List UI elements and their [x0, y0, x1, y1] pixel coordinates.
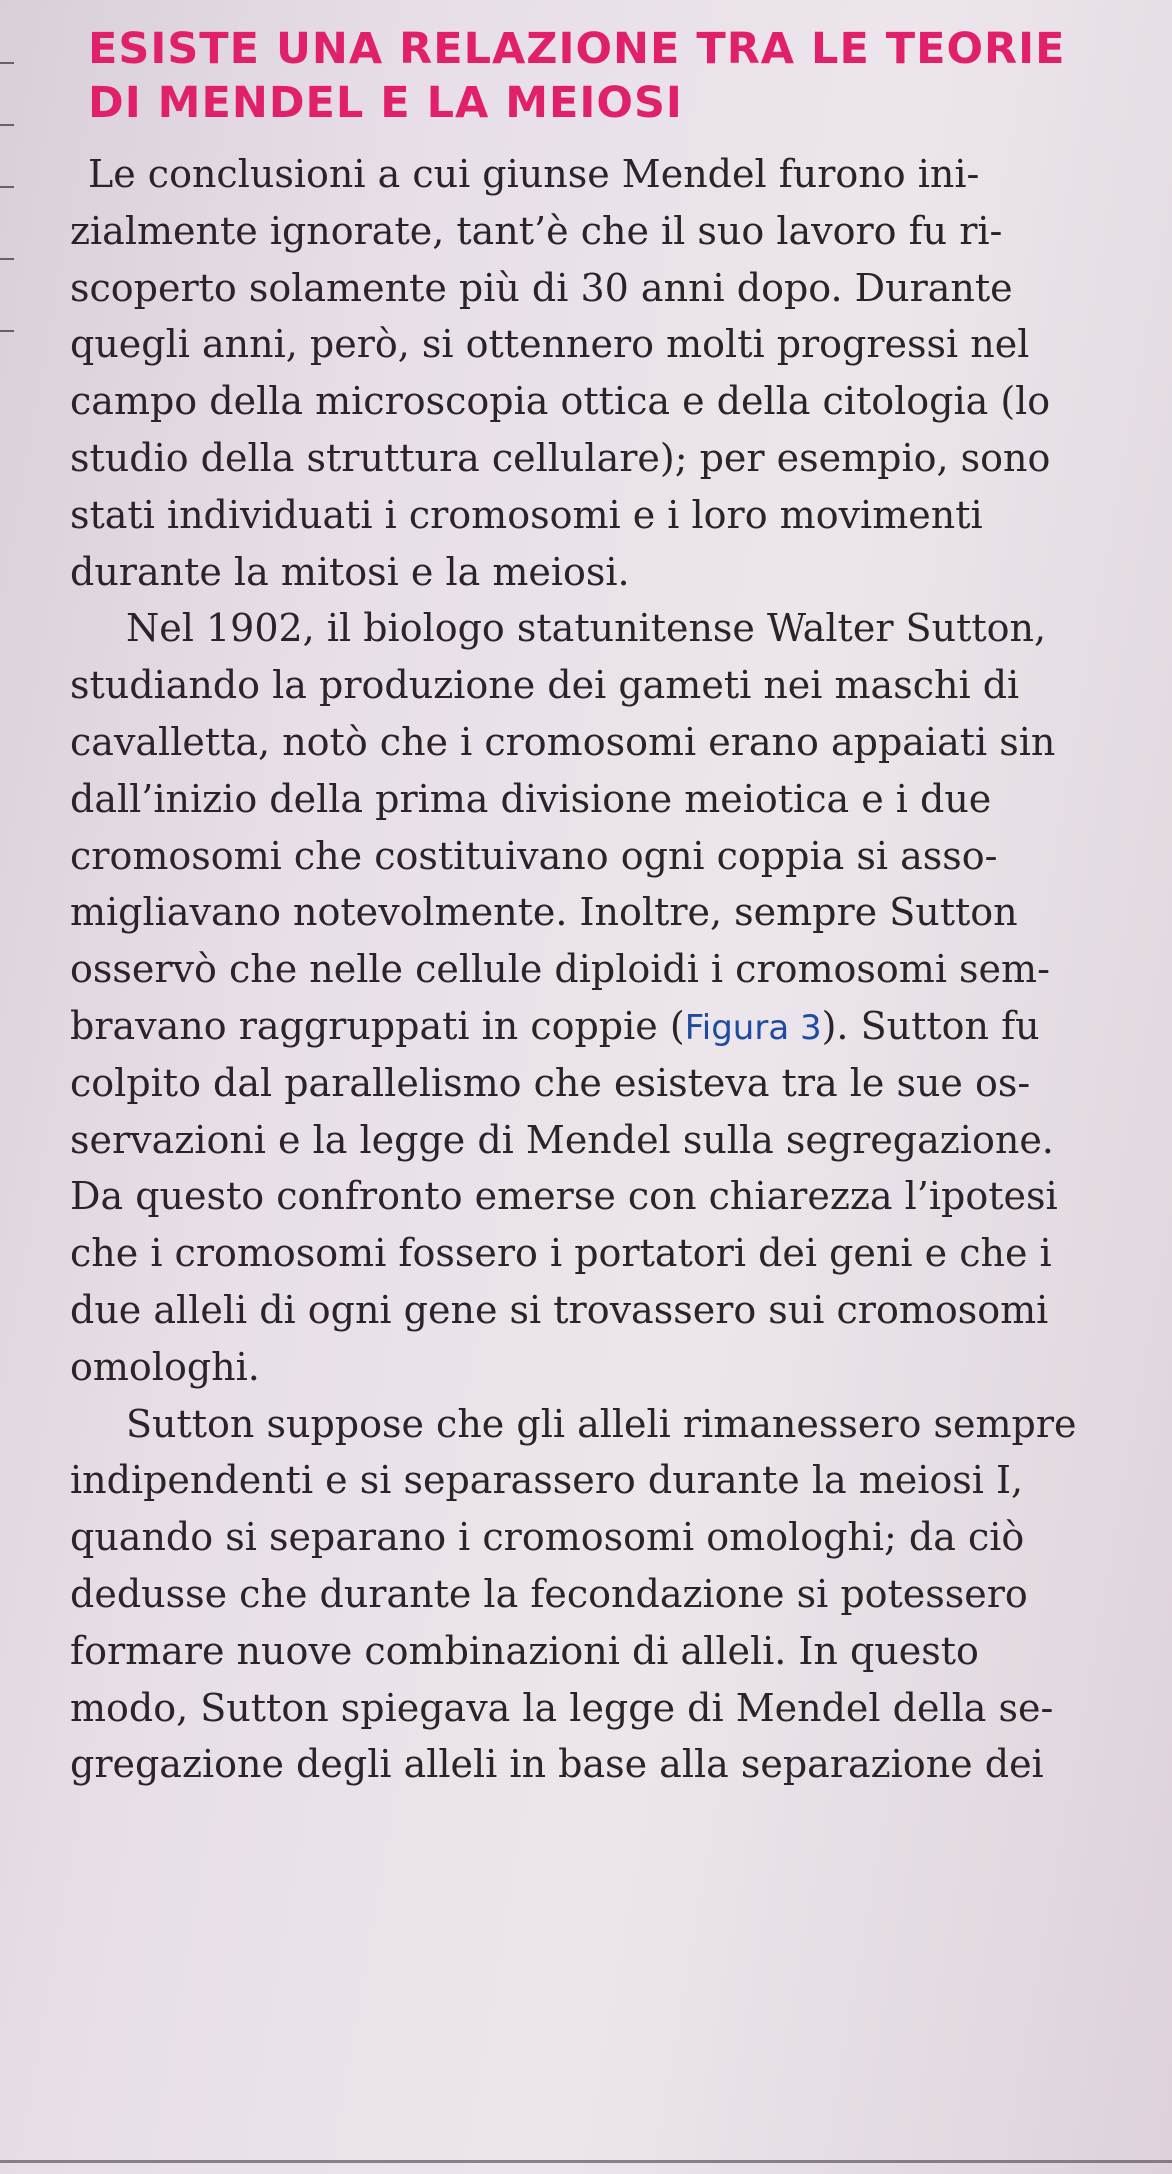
- text-line: quando si separano i cromosomi omologhi; da ciò: [70, 1515, 1025, 1560]
- text-line: stati individuati i cromosomi e i loro movimenti: [70, 492, 983, 537]
- body-text: [70, 146, 1150, 1793]
- text-line: durante la mitosi e la meiosi.: [70, 549, 630, 594]
- text-line: che i cromosomi fossero i portatori dei geni e che i: [70, 1231, 1052, 1276]
- text-line: scoperto solamente più di 30 anni dopo. Durante: [70, 265, 1013, 310]
- heading-line-1: ESISTE UNA RELAZIONE TRA LE TEORIE: [88, 24, 1066, 74]
- text-line: gregazione degli alleli in base alla separazione dei: [70, 1742, 1044, 1787]
- text-line: formare nuove combinazioni di alleli. In questo: [70, 1628, 979, 1673]
- text-line: colpito dal parallelismo che esisteva tra le sue os-: [70, 1060, 1031, 1105]
- text-line: Le conclusioni a cui giunse Mendel furono ini-: [88, 152, 980, 196]
- page-bottom-rule: [0, 2160, 1172, 2163]
- text-line: servazioni e la legge di Mendel sulla segregazione.: [70, 1117, 1054, 1162]
- text-line: due alleli di ogni gene si trovassero sui cromosomi: [70, 1287, 1049, 1332]
- text-line: campo della microscopia ottica e della citologia (lo: [70, 379, 1051, 424]
- text-line: Nel 1902, il biologo statunitense Walter Sutton,: [126, 606, 1047, 651]
- text-line: dedusse che durante la fecondazione si potessero: [70, 1571, 1028, 1616]
- heading-line-2: DI MENDEL E LA MEIOSI: [88, 78, 683, 128]
- section-heading: [88, 22, 1088, 130]
- text-line: indipendenti e si separassero durante la meiosi I,: [70, 1458, 1024, 1503]
- text-segment: ). Sutton fu: [821, 1003, 1040, 1048]
- text-line: studiando la produzione dei gameti nei maschi di: [70, 663, 1020, 708]
- text-segment: bravano raggruppati in coppie (: [70, 1003, 685, 1048]
- paragraph-3: [70, 1396, 1150, 1794]
- text-line: studio della struttura cellulare); per esempio, sono: [70, 435, 1051, 480]
- left-margin-marks: [0, 0, 20, 2174]
- text-line-with-figure-ref: [70, 998, 1150, 1055]
- figure-reference-link[interactable]: Figura 3: [684, 1007, 822, 1048]
- text-line: cavalletta, notò che i cromosomi erano appaiati sin: [70, 719, 1056, 764]
- text-line: cromosomi che costituivano ogni coppia si asso-: [70, 833, 998, 878]
- text-line: osservò che nelle cellule diploidi i cromosomi sem-: [70, 947, 1050, 992]
- text-line: quegli anni, però, si ottennero molti progressi nel: [70, 322, 1030, 367]
- text-line: omologhi.: [70, 1344, 260, 1389]
- text-line: Sutton suppose che gli alleli rimanessero sempre: [126, 1401, 1077, 1446]
- text-line: zialmente ignorate, tant’è che il suo lavoro fu ri-: [70, 208, 1003, 253]
- text-line: migliavano notevolmente. Inoltre, sempre Sutton: [70, 890, 1018, 935]
- text-line: modo, Sutton spiegava la legge di Mendel della se-: [70, 1685, 1054, 1730]
- paragraph-1: [70, 146, 1150, 600]
- text-line: dall’inizio della prima divisione meiotica e i due: [70, 776, 992, 821]
- text-line: Da questo confronto emerse con chiarezza l’ipotesi: [70, 1174, 1058, 1219]
- paragraph-2: [70, 600, 1150, 1395]
